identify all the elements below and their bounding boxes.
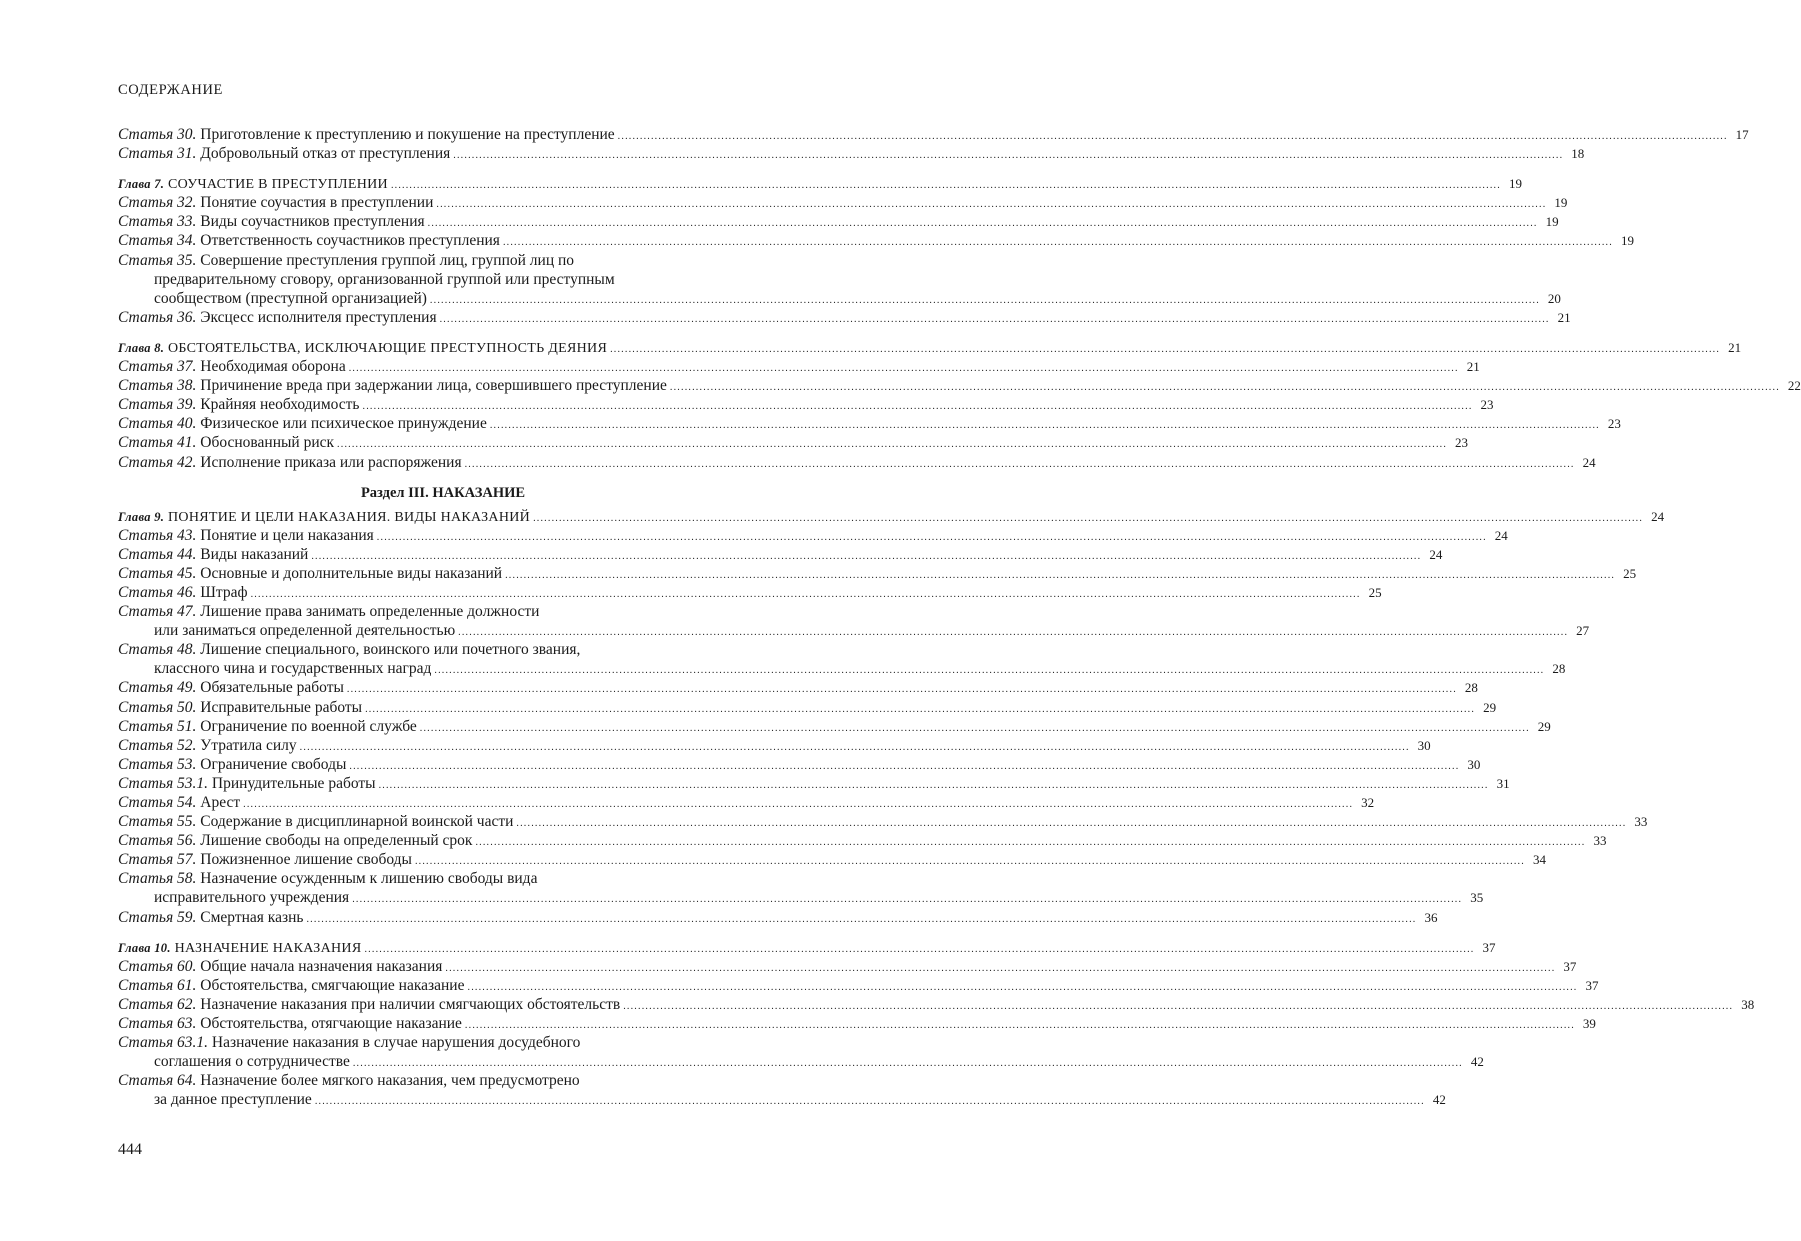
article-number: Статья 42. [118, 453, 197, 471]
dot-leader: ............................................................................................................................................................................................................................................................................................................ [610, 343, 1721, 355]
running-head: СОДЕРЖАНИЕ [118, 82, 223, 98]
toc-article-entry[interactable] [118, 698, 1497, 717]
chapter-number: Глава 9. [118, 509, 165, 524]
article-number: Статья 31. [118, 145, 197, 163]
toc-article-entry[interactable] [118, 755, 1481, 774]
dot-leader: ............................................................................................................................................................................................................................................................................................................ [365, 703, 1476, 715]
toc-article-entry[interactable] [118, 545, 1443, 564]
article-number: Статья 44. [118, 545, 197, 563]
entry-title: Штраф [200, 583, 248, 601]
toc-page-number: 39 [1582, 1016, 1596, 1032]
toc-chapter-entry[interactable] [118, 338, 1742, 357]
article-number: Статья 52. [118, 736, 197, 754]
toc-page-number: 21 [1466, 359, 1480, 375]
toc-article-entry[interactable] [118, 251, 1561, 308]
toc-article-entry[interactable] [118, 995, 1755, 1014]
article-number: Статья 30. [118, 126, 197, 143]
toc-chapter-entry[interactable] [118, 174, 1522, 193]
dot-leader: ............................................................................................................................................................................................................................................................................................................ [436, 199, 1547, 211]
dot-leader: ............................................................................................................................................................................................................................................................................................................ [475, 837, 1586, 849]
article-number: Статья 63. [118, 1015, 197, 1033]
toc-article-entry[interactable] [118, 125, 1749, 144]
article-number: Статья 58. [118, 870, 197, 888]
toc-page-number: 30 [1417, 737, 1431, 753]
toc-article-entry[interactable] [118, 957, 1577, 976]
dot-leader: ............................................................................................................................................................................................................................................................................................................ [364, 943, 1475, 955]
toc-page-number: 24 [1494, 527, 1508, 543]
dot-leader: ............................................................................................................................................................................................................................................................................................................ [314, 1096, 1425, 1108]
dot-leader: ............................................................................................................................................................................................................................................................................................................ [414, 856, 1525, 868]
dot-leader: ............................................................................................................................................................................................................................................................................................................ [376, 531, 1487, 543]
dot-leader: ............................................................................................................................................................................................................................................................................................................ [445, 962, 1556, 974]
toc-page-number: 19 [1545, 214, 1559, 230]
article-number: Статья 63.1. [118, 1034, 209, 1052]
toc-chapter-entry[interactable] [118, 938, 1496, 957]
article-number: Статья 51. [118, 717, 197, 735]
dot-leader: ............................................................................................................................................................................................................................................................................................................ [669, 382, 1780, 394]
entry-title: Крайняя необходимость [200, 396, 360, 414]
entry-title: Назначение осужденным к лишению свободы вида [200, 870, 538, 888]
toc-page-number: 24 [1429, 546, 1443, 562]
article-number: Статья 32. [118, 194, 197, 212]
toc-page-number: 37 [1482, 939, 1496, 955]
dot-leader: ............................................................................................................................................................................................................................................................................................................ [378, 779, 1489, 791]
entry-title: Назначение наказания при наличии смягчающих обстоятельств [200, 995, 621, 1013]
toc-page-number: 18 [1571, 146, 1585, 162]
article-number: Статья 48. [118, 641, 197, 659]
toc-article-entry[interactable] [118, 908, 1438, 927]
entry-title: Необходимая оборона [200, 358, 346, 376]
dot-leader: ............................................................................................................................................................................................................................................................................................................ [306, 913, 1417, 925]
toc-article-entry[interactable] [118, 812, 1648, 831]
entry-title: Назначение наказания в случае нарушения досудебного [211, 1034, 581, 1052]
entry-title: Ограничение по военной службе [200, 717, 417, 735]
article-number: Статья 41. [118, 434, 197, 452]
dot-leader: ............................................................................................................................................................................................................................................................................................................ [434, 665, 1545, 677]
toc-chapter-entry[interactable] [118, 507, 1665, 526]
toc-page-number: 21 [1728, 339, 1742, 355]
dot-leader: ............................................................................................................................................................................................................................................................................................................ [533, 512, 1644, 524]
dot-leader: ............................................................................................................................................................................................................................................................................................................ [623, 1000, 1734, 1012]
article-number: Статья 46. [118, 583, 197, 601]
toc-page-number: 19 [1554, 195, 1568, 211]
entry-title: или заниматься определенной деятельностью [154, 622, 456, 640]
dot-leader: ............................................................................................................................................................................................................................................................................................................ [516, 818, 1627, 830]
toc-page-number: 17 [1735, 127, 1749, 142]
chapter-number: Глава 10. [118, 940, 171, 955]
dot-leader: ............................................................................................................................................................................................................................................................................................................ [464, 458, 1575, 470]
entry-title: Лишение права занимать определенные должности [200, 603, 540, 621]
dot-leader: ............................................................................................................................................................................................................................................................................................................ [362, 401, 1473, 413]
toc-page-number: 34 [1532, 852, 1546, 868]
toc-article-entry[interactable] [118, 678, 1478, 697]
article-number: Статья 35. [118, 251, 197, 269]
article-number: Статья 39. [118, 396, 197, 414]
toc-article-entry[interactable] [118, 640, 1566, 678]
entry-title: исправительного учреждения [154, 889, 350, 907]
entry-title: СОУЧАСТИЕ В ПРЕСТУПЛЕНИИ [168, 177, 388, 193]
entry-title: Причинение вреда при задержании лица, совершившего преступление [200, 377, 667, 395]
article-number: Статья 59. [118, 908, 197, 926]
article-number: Статья 60. [118, 957, 197, 975]
entry-title: Смертная казнь [200, 908, 304, 926]
toc-page-number: 42 [1432, 1092, 1446, 1108]
entry-title: ПОНЯТИЕ И ЦЕЛИ НАКАЗАНИЯ. ВИДЫ НАКАЗАНИЙ [168, 509, 531, 525]
toc-article-entry[interactable] [118, 717, 1551, 736]
dot-leader: ............................................................................................................................................................................................................................................................................................................ [505, 569, 1616, 581]
chapter-number: Глава 8. [118, 340, 165, 355]
entry-title: Содержание в дисциплинарной воинской части [200, 813, 514, 831]
article-number: Статья 53. [118, 755, 197, 773]
entry-title: Обязательные работы [200, 679, 344, 697]
article-number: Статья 45. [118, 564, 197, 582]
entry-title: Утратила силу [200, 736, 297, 754]
toc-page-number: 30 [1467, 756, 1481, 772]
dot-leader: ............................................................................................................................................................................................................................................................................................................ [348, 363, 1459, 375]
entry-title: сообществом (преступной организацией) [154, 289, 427, 307]
toc-page-number: 29 [1483, 699, 1497, 715]
toc-article-entry[interactable] [118, 395, 1494, 414]
entry-title: Ограничение свободы [200, 755, 347, 773]
article-number: Статья 54. [118, 794, 197, 811]
article-number: Статья 57. [118, 851, 197, 869]
article-number: Статья 61. [118, 976, 197, 994]
article-number: Статья 62. [118, 995, 197, 1013]
dot-leader: ............................................................................................................................................................................................................................................................................................................ [427, 218, 1538, 230]
toc-article-entry[interactable] [118, 212, 1559, 231]
entry-title: соглашения о сотрудничестве [154, 1053, 350, 1071]
dot-leader: ............................................................................................................................................................................................................................................................................................................ [464, 1020, 1575, 1032]
article-number: Статья 40. [118, 415, 197, 433]
toc-page-number: 33 [1593, 833, 1607, 849]
entry-title: Лишение специального, воинского или почетного звания, [200, 641, 581, 659]
entry-title: Обстоятельства, отягчающие наказание [200, 1015, 462, 1033]
article-number: Статья 43. [118, 526, 197, 544]
article-number: Статья 56. [118, 832, 197, 850]
toc-page-number: 22 [1787, 378, 1801, 394]
entry-title: Понятие и цели наказания [200, 526, 374, 544]
toc-article-entry[interactable] [118, 1033, 1484, 1071]
toc-article-entry[interactable] [118, 193, 1568, 212]
dot-leader: ............................................................................................................................................................................................................................................................................................................ [419, 722, 1530, 734]
toc-page-number: 38 [1741, 996, 1755, 1012]
dot-leader: ............................................................................................................................................................................................................................................................................................................ [352, 1058, 1463, 1070]
dot-leader: ............................................................................................................................................................................................................................................................................................................ [467, 981, 1578, 993]
article-number: Статья 50. [118, 698, 197, 716]
entry-title: Принудительные работы [211, 774, 376, 792]
toc-page-number: 33 [1634, 814, 1648, 830]
toc-page-number: 28 [1552, 661, 1566, 677]
toc-page-number: 36 [1424, 909, 1438, 925]
toc-article-entry[interactable] [118, 308, 1571, 327]
toc-page-number: 27 [1576, 623, 1590, 639]
dot-leader: ............................................................................................................................................................................................................................................................................................................ [250, 588, 1361, 600]
toc-article-entry[interactable] [118, 453, 1596, 472]
entry-title: Арест [200, 794, 241, 811]
toc-article-entry[interactable] [118, 564, 1637, 583]
table-of-contents [118, 125, 1801, 1110]
toc-article-entry[interactable] [118, 376, 1801, 395]
toc-page-number: 37 [1563, 958, 1577, 974]
toc-article-entry[interactable] [118, 976, 1599, 995]
toc-page-number: 24 [1582, 454, 1596, 470]
toc-article-entry[interactable] [118, 433, 1469, 452]
page-number: 444 [118, 1141, 142, 1158]
toc-article-entry[interactable] [118, 850, 1546, 869]
dot-leader: ............................................................................................................................................................................................................................................................................................................ [352, 894, 1463, 906]
entry-title: Обстоятельства, смягчающие наказание [200, 976, 465, 994]
dot-leader: ............................................................................................................................................................................................................................................................................................................ [489, 420, 1600, 432]
toc-article-entry[interactable] [118, 357, 1480, 376]
entry-title: предварительному сговору, организованной группой или преступным [154, 270, 615, 288]
toc-page-number: 42 [1470, 1054, 1484, 1070]
entry-title: Исправительные работы [200, 698, 363, 716]
toc-article-entry[interactable] [118, 231, 1634, 250]
toc-article-entry[interactable] [118, 602, 1590, 640]
entry-title: Исполнение приказа или распоряжения [200, 453, 462, 471]
entry-title: Пожизненное лишение свободы [200, 851, 412, 869]
entry-title: Понятие соучастия в преступлении [200, 194, 434, 212]
entry-title: ОБСТОЯТЕЛЬСТВА, ИСКЛЮЧАЮЩИЕ ПРЕСТУПНОСТЬ ДЕЯНИЯ [168, 340, 608, 356]
entry-title: Лишение свободы на определенный срок [200, 832, 473, 850]
dot-leader: ............................................................................................................................................................................................................................................................................................................ [299, 741, 1410, 753]
entry-title: Совершение преступления группой лиц, группой лиц по [200, 251, 575, 269]
toc-page-number: 19 [1508, 176, 1522, 192]
entry-title: НАЗНАЧЕНИЕ НАКАЗАНИЯ [174, 940, 362, 956]
entry-title: Физическое или психическое принуждение [200, 415, 487, 433]
chapter-number: Глава 7. [118, 177, 165, 192]
toc-page-number: 28 [1464, 680, 1478, 696]
toc-page-number: 23 [1607, 416, 1621, 432]
toc-page-number: 31 [1496, 775, 1510, 791]
entry-title: классного чина и государственных наград [154, 660, 432, 678]
article-number: Статья 53.1. [118, 774, 209, 792]
toc-page-number: 24 [1651, 508, 1665, 524]
dot-leader: ............................................................................................................................................................................................................................................................................................................ [349, 760, 1460, 772]
entry-title: Приготовление к преступлению и покушение на преступление [200, 126, 615, 143]
entry-title: Виды наказаний [200, 545, 309, 563]
toc-article-entry[interactable] [118, 831, 1607, 850]
entry-title: за данное преступление [154, 1091, 312, 1109]
toc-article-entry[interactable] [118, 144, 1585, 163]
article-number: Статья 33. [118, 213, 197, 231]
dot-leader: ............................................................................................................................................................................................................................................................................................................ [346, 684, 1457, 696]
toc-page-number: 19 [1620, 233, 1634, 249]
dot-leader: ............................................................................................................................................................................................................................................................................................................ [453, 150, 1564, 162]
article-number: Статья 38. [118, 377, 197, 395]
toc-article-entry[interactable] [118, 583, 1382, 602]
entry-title: Обоснованный риск [200, 434, 335, 452]
toc-article-entry[interactable] [118, 774, 1510, 793]
dot-leader: ............................................................................................................................................................................................................................................................................................................ [502, 237, 1613, 249]
dot-leader: ............................................................................................................................................................................................................................................................................................................ [458, 627, 1569, 639]
article-number: Статья 47. [118, 603, 197, 621]
toc-article-entry[interactable] [118, 1071, 1446, 1109]
toc-article-entry[interactable] [118, 736, 1431, 755]
dot-leader: ............................................................................................................................................................................................................................................................................................................ [390, 180, 1501, 192]
toc-article-entry[interactable] [118, 869, 1484, 907]
toc-page-number: 32 [1361, 795, 1375, 810]
entry-title: Эксцесс исполнителя преступления [200, 308, 437, 326]
dot-leader: ............................................................................................................................................................................................................................................................................................................ [617, 131, 1728, 142]
article-number: Статья 55. [118, 813, 197, 831]
entry-title: Ответственность соучастников преступления [200, 232, 500, 250]
entry-title: Добровольный отказ от преступления [200, 145, 451, 163]
dot-leader: ............................................................................................................................................................................................................................................................................................................ [243, 799, 1354, 810]
toc-page-number: 35 [1470, 890, 1484, 906]
toc-article-entry[interactable] [118, 414, 1621, 433]
dot-leader: ............................................................................................................................................................................................................................................................................................................ [429, 294, 1540, 306]
entry-title: Общие начала назначения наказания [200, 957, 443, 975]
dot-leader: ............................................................................................................................................................................................................................................................................................................ [439, 313, 1550, 325]
entry-title: Основные и дополнительные виды наказаний [200, 564, 503, 582]
article-number: Статья 36. [118, 308, 197, 326]
dot-leader: ............................................................................................................................................................................................................................................................................................................ [311, 550, 1422, 562]
toc-article-entry[interactable] [118, 793, 1375, 812]
toc-page-number: 25 [1623, 565, 1637, 581]
toc-article-entry[interactable] [118, 526, 1508, 545]
toc-page-number: 20 [1547, 290, 1561, 306]
dot-leader: ............................................................................................................................................................................................................................................................................................................ [337, 439, 1448, 451]
toc-page-number: 23 [1455, 435, 1469, 451]
toc-page-number: 37 [1585, 977, 1599, 993]
toc-page-number: 23 [1480, 397, 1494, 413]
toc-article-entry[interactable] [118, 1014, 1596, 1033]
article-number: Статья 37. [118, 358, 197, 376]
entry-title: Назначение более мягкого наказания, чем предусмотрено [200, 1072, 580, 1090]
toc-page-number: 25 [1368, 584, 1382, 600]
article-number: Статья 34. [118, 232, 197, 250]
section-heading: Раздел III. НАКАЗАНИЕ [360, 484, 526, 501]
article-number: Статья 49. [118, 679, 197, 697]
toc-page-number: 29 [1537, 718, 1551, 734]
toc-page-number: 21 [1557, 309, 1571, 325]
article-number: Статья 64. [118, 1072, 197, 1090]
entry-title: Виды соучастников преступления [200, 213, 425, 231]
